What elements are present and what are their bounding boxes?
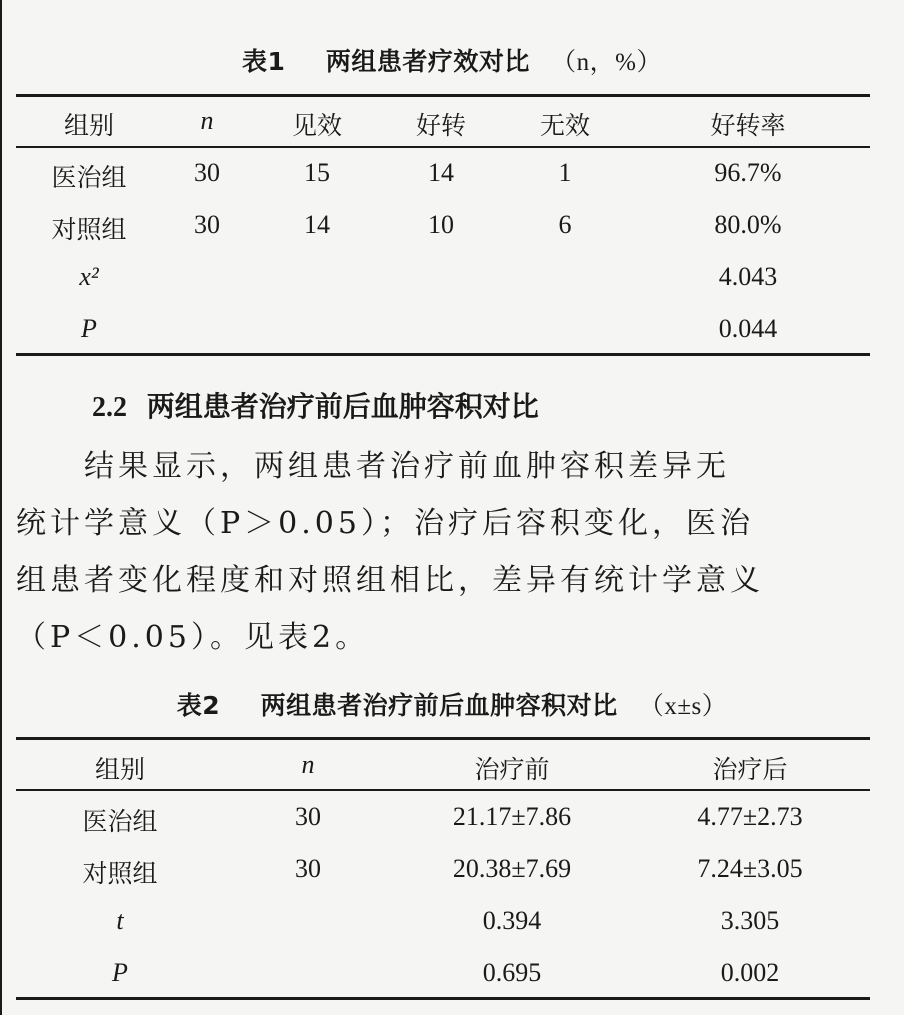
table-cell: 15	[304, 158, 330, 187]
table1-header-rule	[16, 146, 870, 148]
table2-header-n: n	[301, 750, 315, 779]
table-cell: 21.17±7.86	[452, 802, 572, 831]
table-row: 医治组	[82, 807, 158, 836]
table2-caption-title: 两组患者治疗前后血肿容积对比	[260, 691, 618, 720]
table1-header-rate: 好转率	[710, 111, 786, 140]
table-cell: 30	[295, 854, 321, 883]
table2-header-before: 治疗前	[474, 755, 550, 784]
page-left-border	[0, 0, 2, 1015]
table1-header-n: n	[200, 106, 214, 135]
paragraph-line-3: 组患者变化程度和对照组相比，差异有统计学意义	[16, 563, 764, 598]
section-number: 2.2	[92, 392, 127, 423]
table-cell: 10	[428, 210, 454, 239]
table2-stat-t-label: t	[116, 906, 124, 935]
table2-top-rule	[16, 737, 870, 740]
table-cell: 6	[558, 210, 572, 239]
table2-stat-p-before: 0.695	[482, 958, 542, 987]
table1-caption-title: 两组患者疗效对比	[325, 47, 530, 76]
table1-stat-chi2-value: 4.043	[718, 262, 778, 291]
table1-header-effective: 见效	[291, 111, 343, 140]
table2-stat-p-label: P	[112, 958, 128, 987]
table2-caption-paren: （x±s）	[638, 693, 728, 720]
table1-top-rule	[16, 94, 870, 97]
table1-bottom-rule	[16, 353, 870, 356]
section-title: 两组患者治疗前后血肿容积对比	[146, 390, 539, 423]
table-cell: 80.0%	[714, 210, 782, 239]
table2-caption-label: 表2	[176, 691, 221, 720]
table2-header-after: 治疗后	[712, 755, 788, 784]
table2-bottom-rule	[16, 997, 870, 1000]
table2-stat-t-before: 0.394	[482, 906, 542, 935]
table-cell: 30	[194, 158, 220, 187]
table-cell: 96.7%	[714, 158, 782, 187]
table1-caption	[0, 42, 904, 78]
table-row: 对照组	[82, 859, 158, 888]
table1-stat-p-label: P	[81, 314, 97, 343]
table1-caption-label: 表1	[242, 47, 286, 76]
section-heading	[92, 385, 539, 425]
paragraph-line-4: （P＜0.05）。见表2。	[16, 620, 370, 655]
table-cell: 14	[428, 158, 454, 187]
table2-caption	[0, 686, 904, 722]
table-cell: 7.24±3.05	[697, 854, 803, 883]
table-cell: 14	[304, 210, 330, 239]
table2-stat-p-after: 0.002	[720, 958, 780, 987]
table2-header-group: 组别	[94, 755, 146, 784]
table1-stat-chi2-label: x²	[79, 262, 99, 291]
paragraph-line-1: 结果显示，两组患者治疗前血肿容积差异无	[16, 449, 730, 484]
table2-stat-t-after: 3.305	[720, 906, 780, 935]
table-row: 对照组	[51, 215, 127, 244]
table-cell: 1	[558, 158, 572, 187]
table-cell: 20.38±7.69	[452, 854, 572, 883]
table2-header-rule	[16, 789, 870, 791]
table1-header-group: 组别	[63, 111, 115, 140]
table1-caption-paren: （n，%）	[551, 49, 662, 76]
table-row: 医治组	[51, 163, 127, 192]
table-cell: 30	[295, 802, 321, 831]
table1-stat-p-value: 0.044	[718, 314, 778, 343]
table-cell: 30	[194, 210, 220, 239]
table-cell: 4.77±2.73	[697, 802, 803, 831]
paragraph-line-2: 统计学意义（P＞0.05）；治疗后容积变化，医治	[16, 506, 754, 541]
table1-header-ineffective: 无效	[539, 111, 591, 140]
table1-header-improved: 好转	[415, 111, 467, 140]
